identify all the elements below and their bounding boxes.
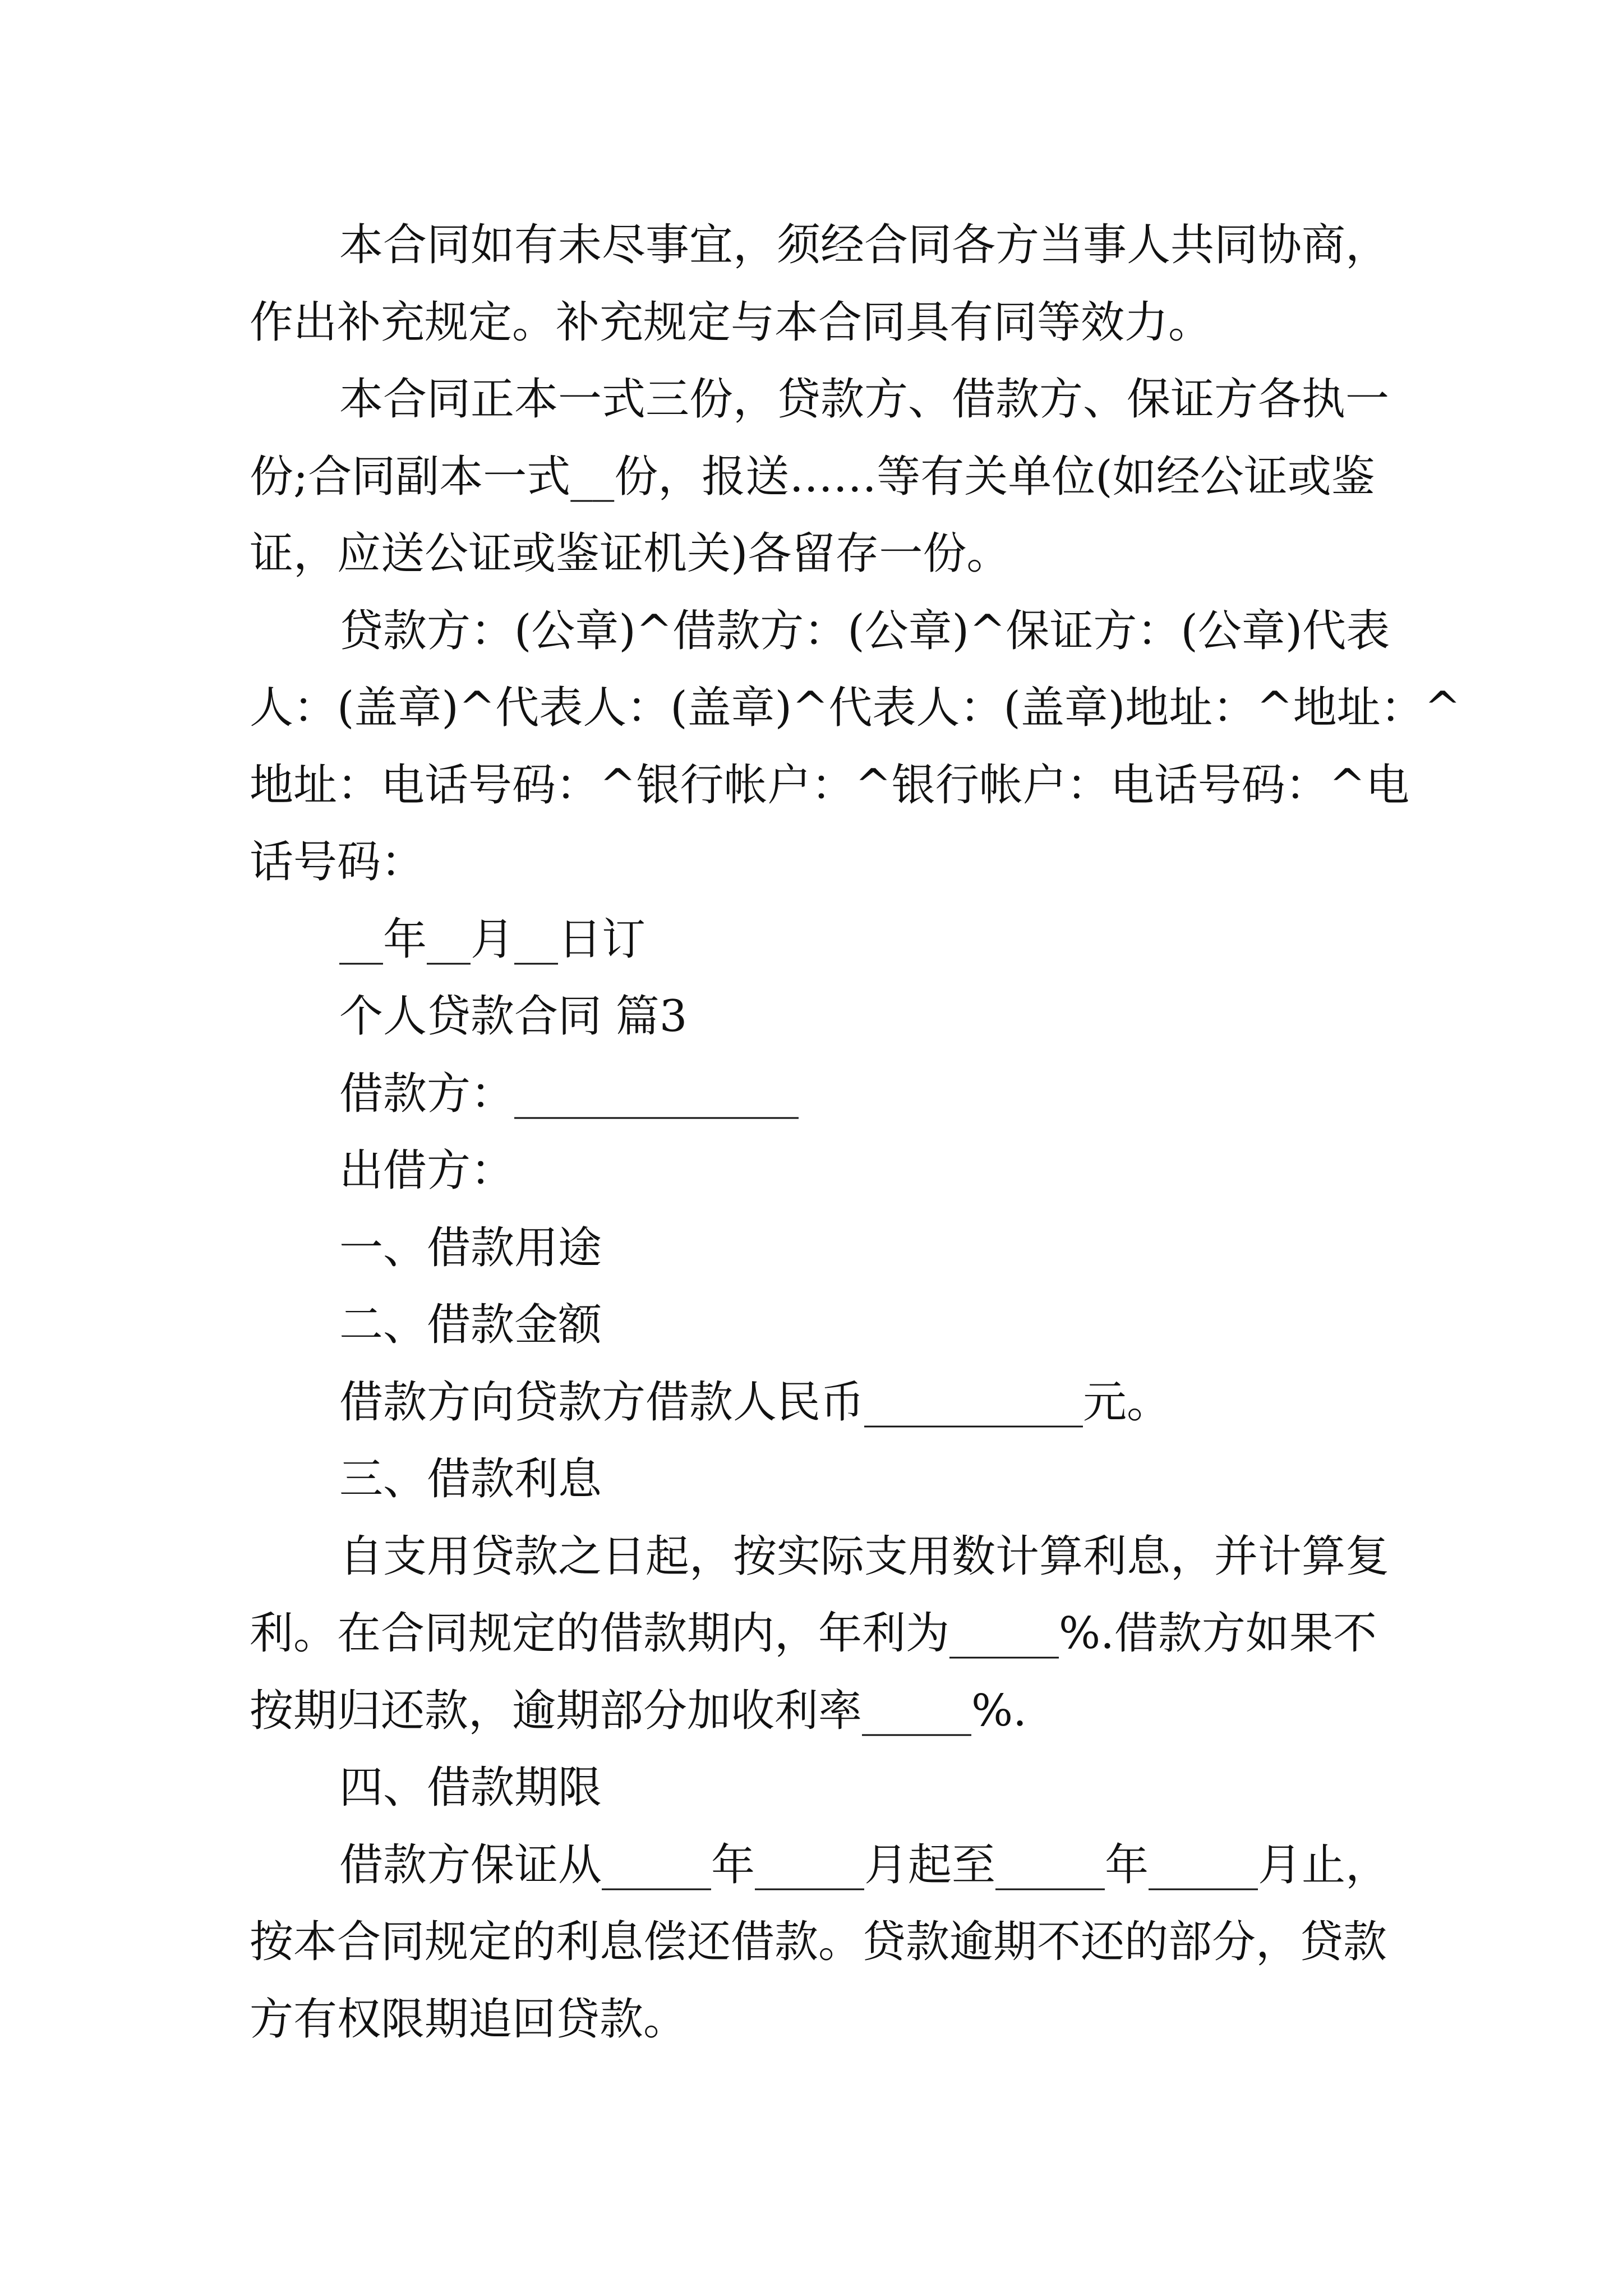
paragraph-line: 本合同正本一式三份，贷款方、借款方、保证方各执一: [339, 374, 1390, 425]
borrower-line: 借款方：_____________: [339, 1069, 799, 1119]
paragraph-line: 证，应送公证或鉴证机关)各留存一份。: [250, 528, 1011, 579]
paragraph-line: 本合同如有未尽事宜，须经合同各方当事人共同协商，: [339, 220, 1390, 270]
paragraph-line: 人：(盖章)^代表人：(盖章)^代表人：(盖章)地址：^地址：^: [250, 683, 1461, 733]
paragraph-line: 话号码：: [250, 837, 425, 887]
paragraph-line: 自支用贷款之日起，按实际支用数计算利息，并计算复: [339, 1531, 1390, 1582]
paragraph-line: 地址：电话号码：^银行帐户：^银行帐户：电话号码：^电: [250, 760, 1410, 811]
paragraph-line: 借款方保证从_____年_____月起至_____年_____月止，: [339, 1840, 1390, 1890]
paragraph-line: 借款方向贷款方借款人民币__________元。: [339, 1377, 1171, 1428]
section-heading: 二、借款金额: [339, 1300, 602, 1350]
paragraph-line: 按期归还款，逾期部分加收利率_____%.: [250, 1686, 1027, 1736]
section-heading: 一、借款用途: [339, 1223, 602, 1273]
section-heading: 四、借款期限: [339, 1763, 602, 1813]
paragraph-line: 方有权限期追回贷款。: [250, 1994, 688, 2045]
paragraph-line: 按本合同规定的利息偿还借款。贷款逾期不还的部分，贷款: [250, 1917, 1387, 1967]
section-heading: 三、借款利息: [339, 1454, 602, 1504]
lender-line: 出借方：: [339, 1145, 515, 1196]
paragraph-line: 贷款方：(公章)^借款方：(公章)^保证方：(公章)代表: [339, 606, 1390, 656]
paragraph-line: 利。在合同规定的借款期内，年利为_____%.借款方如果不: [250, 1608, 1377, 1659]
section-title: 个人贷款合同 篇3: [339, 991, 688, 1042]
paragraph-line: 份;合同副本一式__份，报送……等有关单位(如经公证或鉴: [250, 452, 1375, 502]
date-line: __年__月__日订: [339, 914, 646, 965]
paragraph-line: 作出补充规定。补充规定与本合同具有同等效力。: [250, 297, 1212, 348]
